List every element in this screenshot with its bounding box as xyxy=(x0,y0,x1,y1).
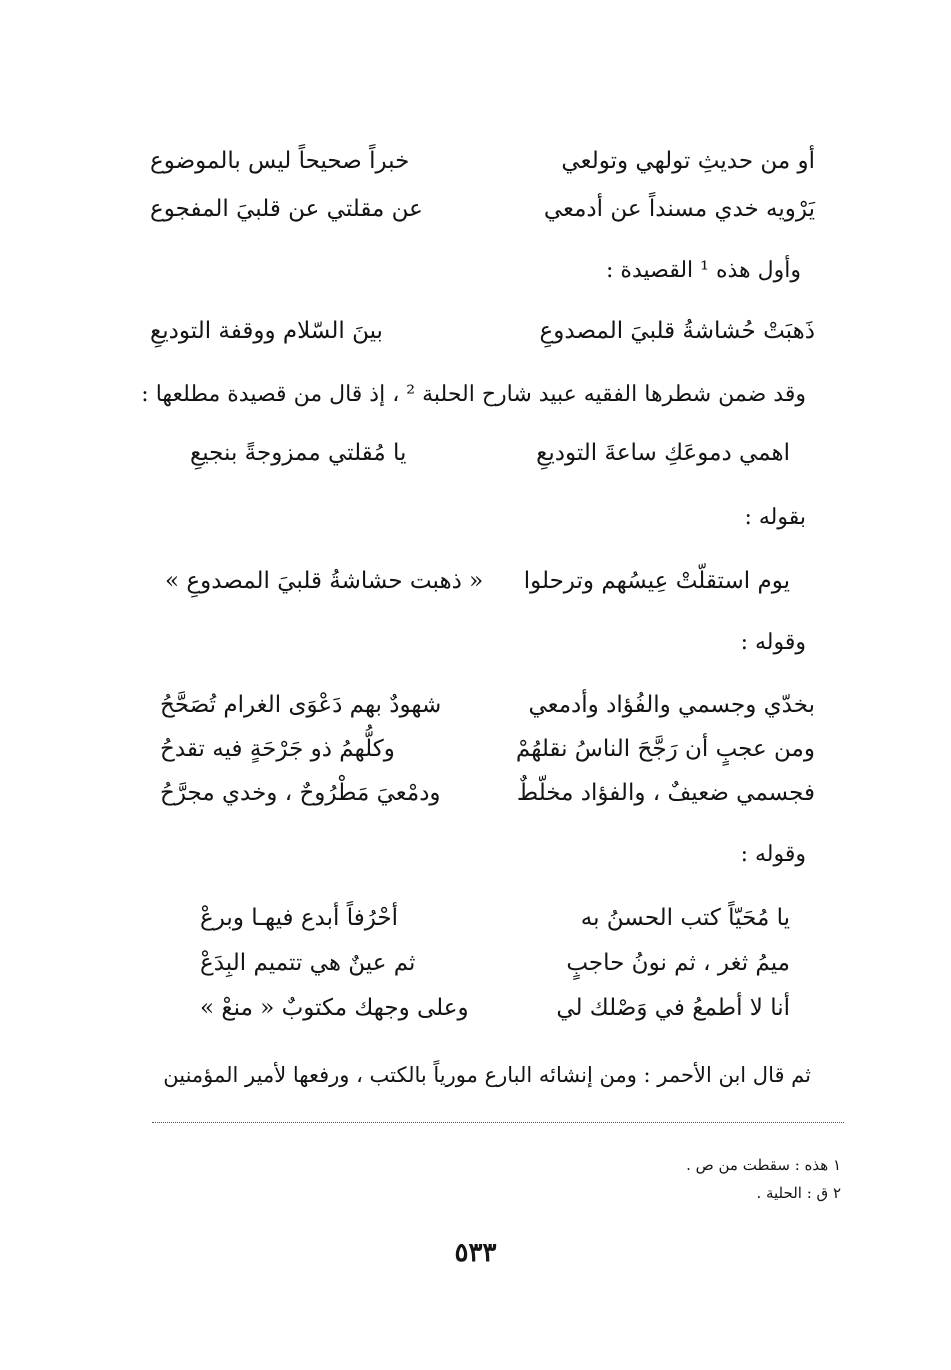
intro-line: وأول هذه ¹ القصيدة : xyxy=(606,258,801,283)
second-hemistich: يا مُقلتي ممزوجةً بنجيعِ xyxy=(190,440,407,466)
verse-line xyxy=(150,318,815,358)
biqawlihi-label: بقوله : xyxy=(744,505,806,530)
tadmin-line: وقد ضمن شطرها الفقيه عبيد شارح الحلبة ² ، إذ قال من قصيدة مطلعها : xyxy=(141,382,806,407)
verse-line xyxy=(160,780,815,820)
verse-line xyxy=(190,440,790,480)
verse-line xyxy=(200,905,790,945)
page-number: ٥٣٣ xyxy=(454,1238,497,1268)
first-hemistich: بخدّي وجسمي والفُؤاد وأدمعي xyxy=(528,692,815,718)
first-hemistich: ومن عجبٍ أن رَجَّحَ الناسُ نقلهُمْ xyxy=(515,736,815,762)
verse-line xyxy=(165,568,790,608)
first-hemistich: فجسمي ضعيفٌ ، والفؤاد مخلّطٌ xyxy=(516,780,815,806)
footnote-divider xyxy=(152,1122,844,1123)
verse-line xyxy=(160,736,815,776)
second-hemistich: « ذهبت حشاشةُ قلبيَ المصدوعِ » xyxy=(165,568,484,594)
second-hemistich: وعلى وجهك مكتوبٌ « منعْ » xyxy=(200,995,469,1021)
second-hemistich: بينَ السّلام ووقفة التوديعِ xyxy=(150,318,383,344)
first-hemistich: اهمي دموعَكِ ساعةَ التوديعِ xyxy=(536,440,790,466)
waqawlihi-label: وقوله : xyxy=(740,630,806,655)
footnote: ١ هذه : سقطت من ص . xyxy=(686,1156,841,1174)
first-hemistich: يا مُحَيّاً كتب الحسنُ به xyxy=(580,905,790,931)
first-hemistich: ذَهبَتْ حُشاشةُ قلبيَ المصدوعِ xyxy=(539,318,815,344)
waqawlihi-label: وقوله : xyxy=(740,842,806,867)
second-hemistich: شهودٌ بهم دَعْوَى الغرام تُصَحَّحُ xyxy=(160,692,442,718)
second-hemistich: أحْرُفاً أبدع فيهـا وبرعْ xyxy=(200,905,399,931)
second-hemistich: وكلُّهمُ ذو جَرْحَةٍ فيه تقدحُ xyxy=(160,736,395,762)
first-hemistich: يوم استقلّتْ عِيسُهم وترحلوا xyxy=(523,568,790,594)
verse-line xyxy=(200,950,790,990)
verse-line xyxy=(150,148,815,188)
first-hemistich: أو من حديثِ تولهي وتولعي xyxy=(561,148,815,174)
first-hemistich: ميمُ ثغر ، ثم نونُ حاجبٍ xyxy=(566,950,790,976)
first-hemistich: يَرْويه خدي مسنداً عن أدمعي xyxy=(543,196,815,222)
closing-line: ثم قال ابن الأحمر : ومن إنشائه البارع مورياً بالكتب ، ورفعها لأمير المؤمنين xyxy=(163,1063,811,1087)
verse-line xyxy=(200,995,790,1035)
verse-line xyxy=(160,692,815,732)
first-hemistich: أنا لا أطمعُ في وَصْلك لي xyxy=(556,995,790,1021)
second-hemistich: خبراً صحيحاً ليس بالموضوع xyxy=(150,148,410,174)
verse-line xyxy=(150,196,815,236)
second-hemistich: ودمْعيَ مَطْرُوحٌ ، وخدي مجرَّحُ xyxy=(160,780,441,806)
second-hemistich: عن مقلتي عن قلبيَ المفجوع xyxy=(150,196,423,222)
footnote: ٢ ق : الحلية . xyxy=(756,1184,841,1202)
second-hemistich: ثم عينٌ هي تتميم البِدَعْ xyxy=(200,950,416,976)
